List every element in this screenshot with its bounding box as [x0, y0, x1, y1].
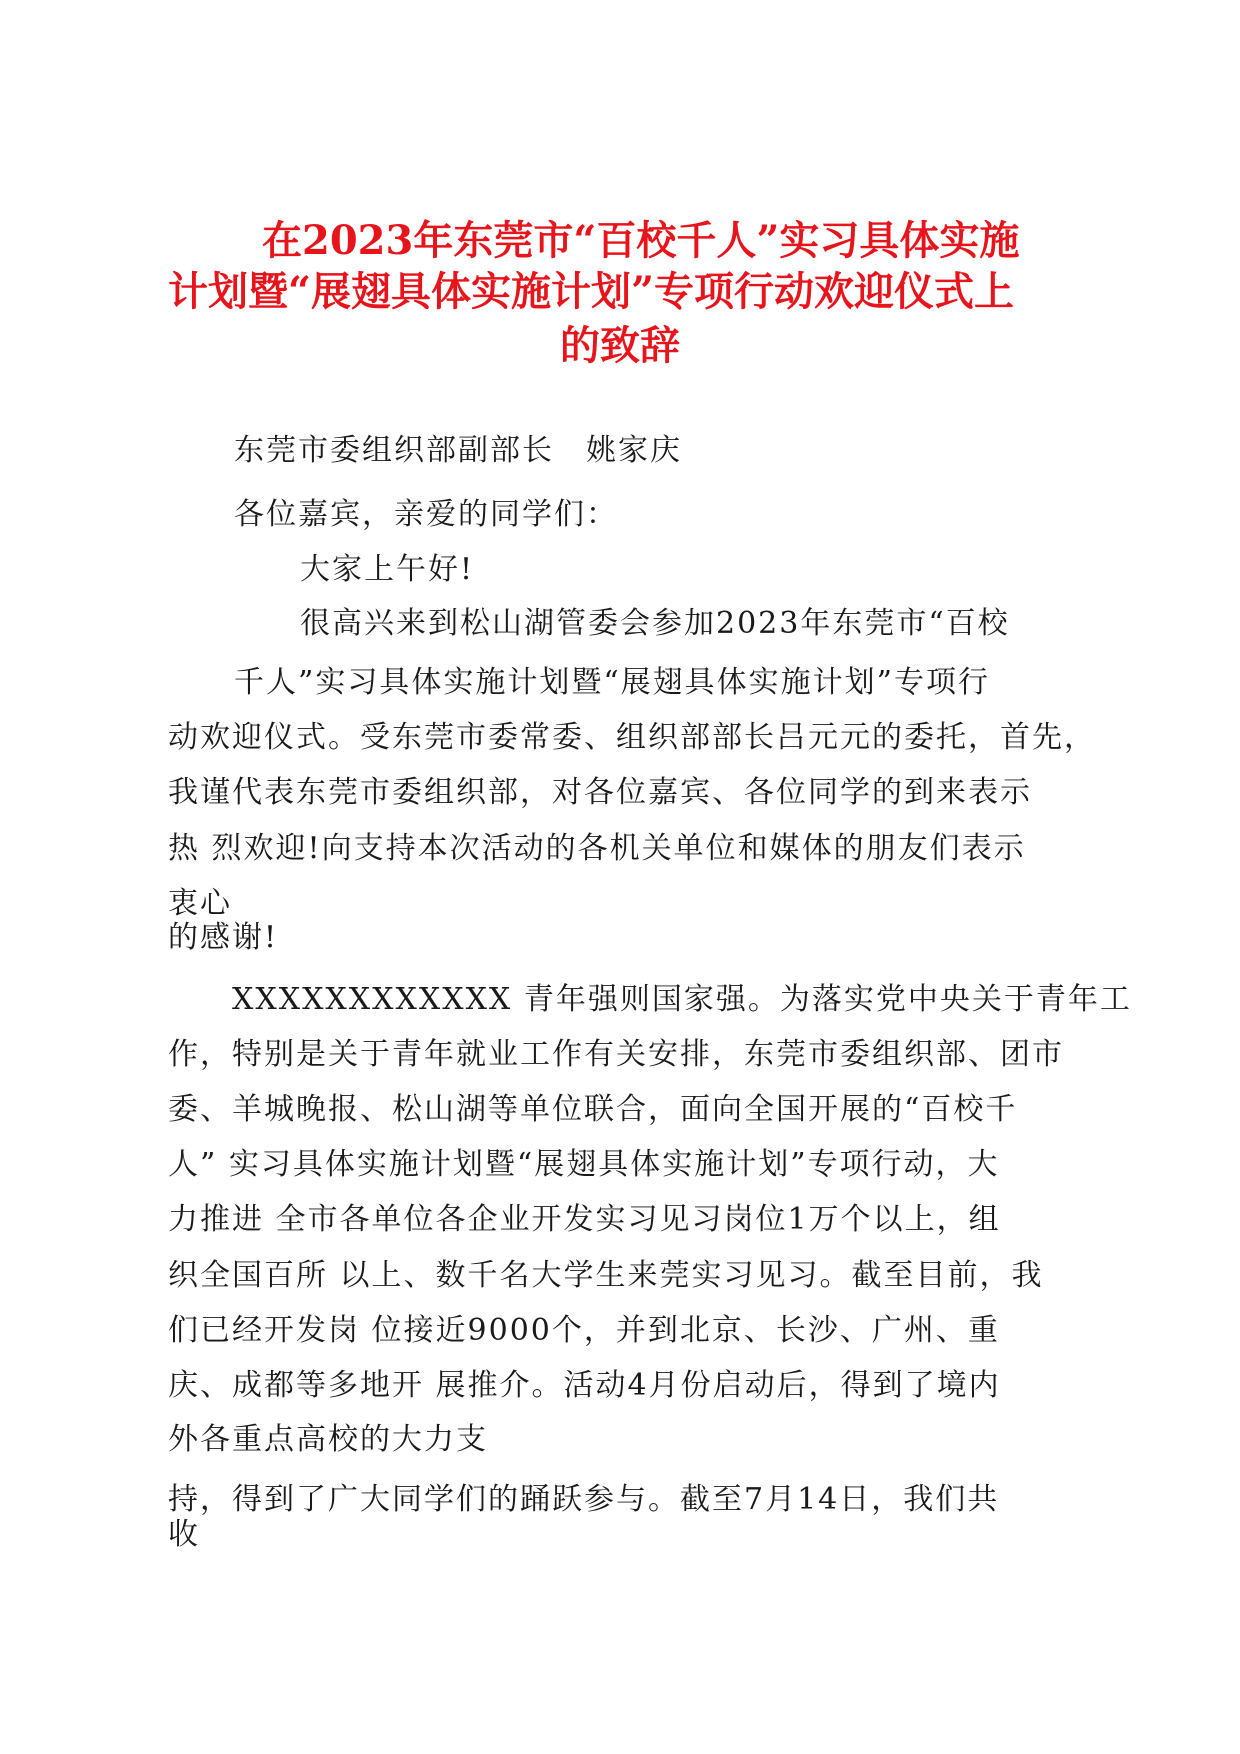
paragraph1-line: 动欢迎仪式。受东莞市委常委、组织部部长吕元元的委托，首先， [168, 720, 1096, 755]
paragraph1-line: 千人”实习具体实施计划暨“展翅具体实施计划”专项行 [234, 665, 991, 700]
paragraph2-line: 外各重点高校的大力支 [168, 1422, 488, 1457]
speech-title-line-3: 的致辞 [560, 322, 680, 369]
speech-title-line-2: 计划暨“展翅具体实施计划”专项行动欢迎仪式上 [168, 268, 1015, 315]
paragraph1-line: 我谨代表东莞市委组织部，对各位嘉宾、各位同学的到来表示 [168, 775, 1032, 810]
salutation: 各位嘉宾，亲爱的同学们： [234, 497, 618, 532]
paragraph2-line: XXXXXXXXXXXX 青年强则国家强。为落实党中央关于青年工 [232, 982, 1132, 1017]
paragraph2-line: 们已经开发岗 位接近9000个，并到北京、长沙、广州、重 [168, 1313, 1000, 1348]
paragraph2-line: 力推进 全市各单位各企业开发实习见习岗位1万个以上，组 [168, 1202, 1001, 1237]
paragraph1-line: 热 烈欢迎!向支持本次活动的各机关单位和媒体的朋友们表示 [168, 831, 1026, 866]
greeting: 大家上午好! [300, 552, 475, 587]
paragraph2-line: 作，特别是关于青年就业工作有关安排，东莞市委组织部、团市 [168, 1037, 1064, 1072]
paragraph2-line: 持，得到了广大同学们的踊跃参与。截至7月14日，我们共 [168, 1482, 1000, 1517]
paragraph2-line: 委、羊城晚报、松山湖等单位联合，面向全国开展的“百校千 [168, 1092, 1018, 1127]
paragraph2-line: 人” 实习具体实施计划暨“展翅具体实施计划”专项行动，大 [168, 1147, 1000, 1182]
paragraph1-line: 的感谢! [168, 920, 279, 955]
author-line: 东莞市委组织部副部长 姚家庆 [234, 433, 682, 468]
speech-title-line-1: 在2023年东莞市“百校千人”实习具体实施 [262, 217, 1020, 264]
paragraph2-line: 庆、成都等多地开 展推介。活动4月份启动后，得到了境内 [168, 1368, 1001, 1403]
paragraph1-line: 衷心 [168, 886, 232, 921]
paragraph2-line: 收 [168, 1517, 200, 1552]
paragraph2-line: 织全国百所 以上、数千名大学生来莞实习见习。截至目前，我 [168, 1258, 1044, 1293]
paragraph1-line: 很高兴来到松山湖管委会参加2023年东莞市“百校 [300, 606, 1010, 641]
